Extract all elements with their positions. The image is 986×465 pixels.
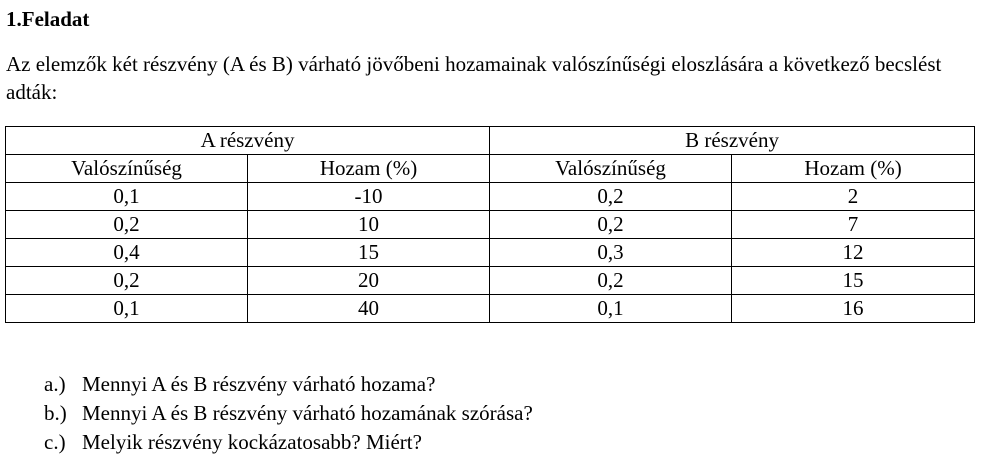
table-group-header-row: [6, 127, 975, 155]
question-marker: a.): [44, 372, 66, 396]
group-header-b: B részvény: [490, 127, 975, 155]
table-row: [6, 239, 975, 267]
column-header: Valószínűség: [490, 155, 732, 183]
table-row: [6, 267, 975, 295]
table-cell: 20: [248, 267, 490, 295]
column-header: Hozam (%): [732, 155, 975, 183]
table-cell: -10: [248, 183, 490, 211]
column-header: Hozam (%): [248, 155, 490, 183]
table-cell: 40: [248, 295, 490, 323]
question-item: [44, 428, 533, 457]
table-cell: 2: [732, 183, 975, 211]
table-cell: 0,1: [490, 295, 732, 323]
question-item: [44, 370, 533, 399]
table-cell: 0,3: [490, 239, 732, 267]
table-cell: 12: [732, 239, 975, 267]
probability-table: [5, 126, 975, 323]
table-cell: 10: [248, 211, 490, 239]
table-row: [6, 295, 975, 323]
table-cell: 0,1: [6, 183, 248, 211]
question-text: Mennyi A és B részvény várható hozamának szórása?: [82, 401, 533, 425]
table-cell: 0,4: [6, 239, 248, 267]
table-cell: 15: [732, 267, 975, 295]
table-row: [6, 211, 975, 239]
table-row: [6, 183, 975, 211]
question-marker: b.): [44, 401, 67, 425]
table-cell: 0,2: [490, 183, 732, 211]
table-column-header-row: [6, 155, 975, 183]
question-text: Mennyi A és B részvény várható hozama?: [82, 372, 436, 396]
question-list: [44, 370, 533, 457]
table-cell: 0,2: [490, 267, 732, 295]
table-cell: 15: [248, 239, 490, 267]
question-item: [44, 399, 533, 428]
table-cell: 16: [732, 295, 975, 323]
task-title: 1.Feladat: [6, 7, 90, 31]
table-cell: 0,2: [490, 211, 732, 239]
group-header-a: A részvény: [6, 127, 490, 155]
table-cell: 0,2: [6, 211, 248, 239]
question-marker: c.): [44, 430, 66, 454]
table-cell: 0,2: [6, 267, 248, 295]
intro-paragraph: Az elemzők két részvény (A és B) várható jövőbeni hozamainak valószínűségi eloszlására a következő becslést adták:: [6, 52, 942, 104]
table-cell: 0,1: [6, 295, 248, 323]
table-cell: 7: [732, 211, 975, 239]
question-text: Melyik részvény kockázatosabb? Miért?: [82, 430, 422, 454]
column-header: Valószínűség: [6, 155, 248, 183]
